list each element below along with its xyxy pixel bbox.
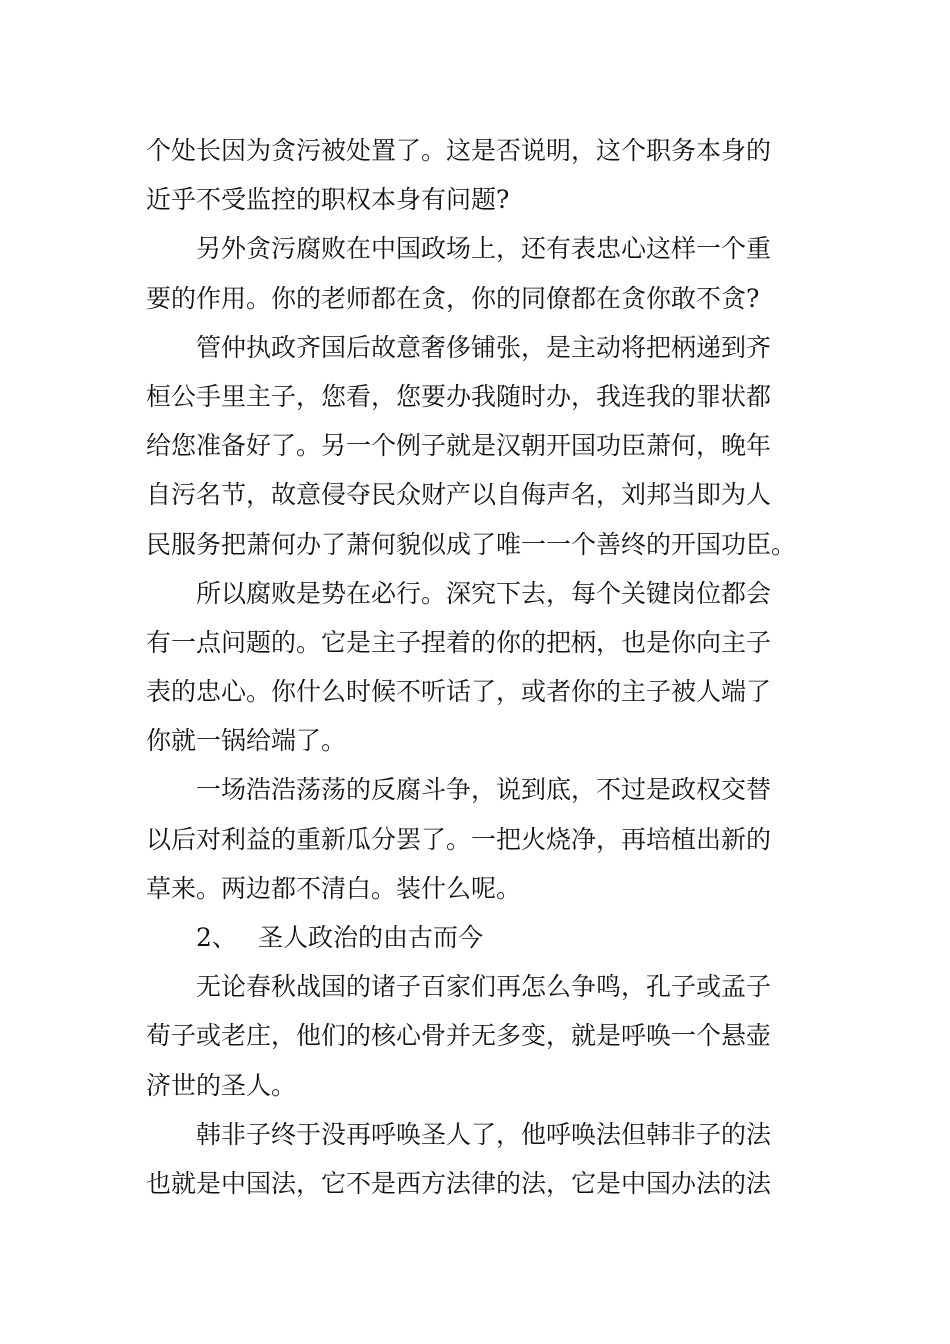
section-number: 2、 — [196, 923, 237, 952]
paragraph — [146, 765, 808, 913]
text-line: 另外贪污腐败在中国政场上，还有表忠心这样一个重 — [196, 234, 772, 264]
paragraph — [146, 962, 808, 1110]
text-line: 管仲执政齐国后故意奢侈铺张，是主动将把柄递到齐 — [196, 332, 772, 362]
text-line: 济世的圣人。 — [146, 1070, 297, 1100]
text-line: 有一点问题的。它是主子捏着的你的把柄，也是你向主子 — [146, 627, 772, 657]
text-line: 荀子或老庄，他们的核心骨并无多变，就是呼唤一个悬壶 — [146, 1021, 772, 1051]
text-line: 以后对利益的重新瓜分罢了。一把火烧净，再培植出新的 — [146, 824, 772, 854]
paragraph — [146, 126, 808, 224]
text-line: 近乎不受监控的职权本身有问题? — [146, 185, 510, 215]
text-line: 民服务把萧何办了萧何貌似成了唯一一个善终的开国功臣。 — [146, 529, 797, 559]
paragraph — [146, 569, 808, 766]
text-line: 个处长因为贪污被处置了。这是否说明，这个职务本身的 — [146, 136, 772, 165]
paragraph — [146, 224, 808, 322]
text-line: 无论春秋战国的诸子百家们再怎么争鸣，孔子或孟子 — [196, 972, 772, 1002]
paragraph — [146, 323, 808, 569]
text-line: 一场浩浩荡荡的反腐斗争，说到底，不过是政权交替 — [196, 775, 772, 805]
text-line: 所以腐败是势在必行。深究下去，每个关键岗位都会 — [196, 578, 772, 608]
text-line: 表的忠心。你什么时候不听话了，或者你的主子被人端了 — [146, 677, 772, 707]
text-line: 要的作用。你的老师都在贪，你的同僚都在贪你敢不贪? — [146, 283, 760, 313]
text-line: 草来。两边都不清白。装什么呢。 — [146, 873, 522, 903]
text-line: 自污名节，故意侵夺民众财产以自侮声名，刘邦当即为人 — [146, 480, 772, 510]
text-line: 桓公手里主子，您看，您要办我随时办，我连我的罪状都 — [146, 381, 772, 411]
text-line: 给您准备好了。另一个例子就是汉朝开国功臣萧何，晚年 — [146, 431, 772, 461]
text-line: 你就一锅给端了。 — [146, 726, 347, 756]
text-line: 也就是中国法，它不是西方法律的法，它是中国办法的法 — [146, 1168, 772, 1198]
paragraph — [146, 1110, 808, 1208]
document-body — [146, 126, 808, 1208]
text-line: 韩非子终于没再呼唤圣人了，他呼唤法但韩非子的法 — [196, 1119, 772, 1149]
section-title: 圣人政治的由古而今 — [258, 923, 484, 952]
section-heading — [146, 913, 808, 962]
